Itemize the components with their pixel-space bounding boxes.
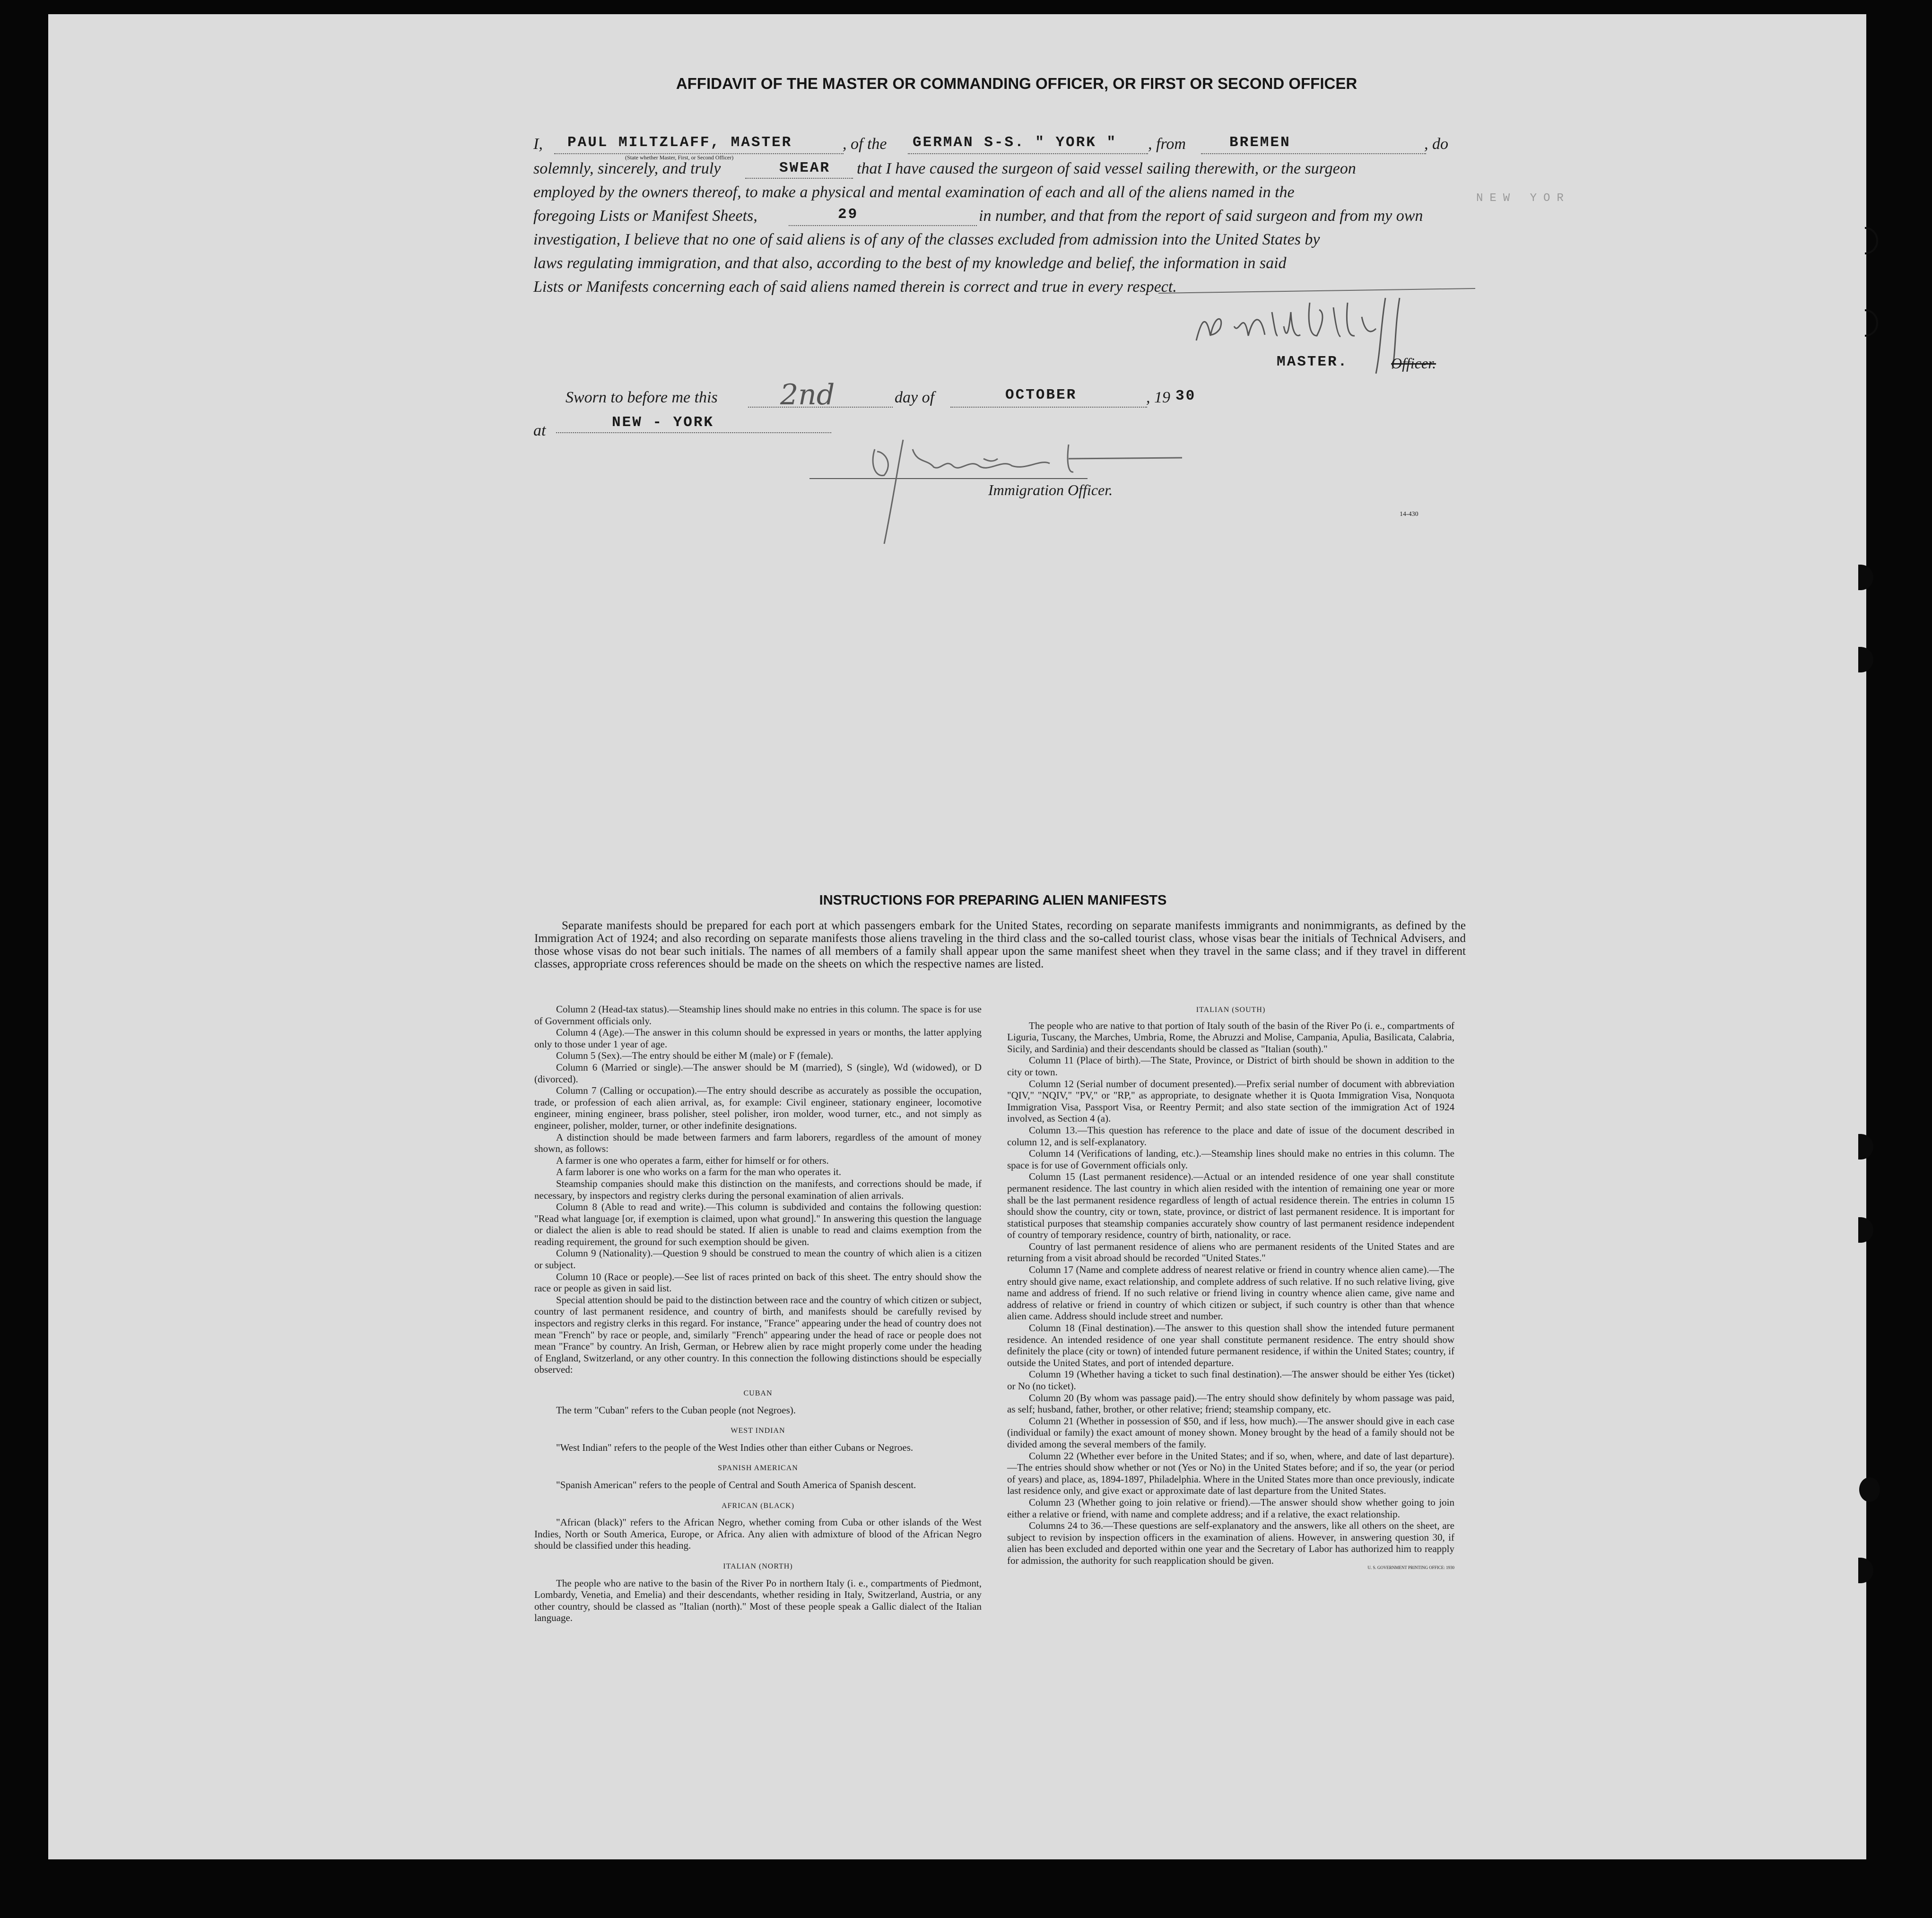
- right-col-para: The people who are native to that portion of Italy south of the basin of the River Po (i. e., compartments of Liguria, Tuscany, the Marches, Umbria, Rome, the Abruzzi and Molise, Campania, Apulia, Basilicata, Calabria, Sicily, and Sardinia) and their descendants should be classed as "Italian (south).": [1007, 1020, 1454, 1055]
- immigration-officer-label: Immigration Officer.: [988, 481, 1113, 498]
- affidavit-do: , do: [1424, 135, 1448, 153]
- spanish-american-text: "Spanish American" refers to the people of Central and South America of Spanish descent.: [556, 1479, 916, 1491]
- left-col-para: Column 7 (Calling or occupation).—The entry should describe as accurately as possible the occupation, trade, or profession of each alien arrival, as, for example: Civil engineer, stationary engineer, locomotive engineer, mining engineer, brass polisher, steel polisher, iron molder, wood turner, etc., and not simply as engineer, polisher, molder, turner, or other indefinite designations.: [534, 1085, 982, 1131]
- left-col-para: A distinction should be made between farmers and farm laborers, regardless of the amount of money shown, as follows:: [534, 1131, 982, 1155]
- left-col-para: Column 9 (Nationality).—Question 9 should be construed to mean the country of which alien is a citizen or subject.: [534, 1247, 982, 1271]
- right-col-para: Column 13.—This question has reference to the place and date of issue of the document described in column 12, and is self-explanatory.: [1007, 1124, 1454, 1148]
- right-col-para: Column 12 (Serial number of document presented).—Prefix serial number of document with abbreviation "QIV," "NQIV," "PV," or "RP," as appropriate, to designate whether it is Quota Immigration Visa, Nonquota Immigration Visa, Passport Visa, or Reentry Permit; and also state section of the immigration Act of 1924 involved, as Section 4 (a).: [1007, 1078, 1454, 1125]
- left-col-para: Column 5 (Sex).—The entry should be either M (male) or F (female).: [556, 1050, 834, 1062]
- left-col-para: Column 4 (Age).—The answer in this column should be expressed in years or months, the latter applying only to those under 1 year of age.: [534, 1027, 982, 1050]
- punch-hole: [1858, 647, 1873, 672]
- right-col-para: Column 23 (Whether going to join relative or friend).—The answer should show whether going to join either a relative or friend, with name and complete address; and if a relative, the exact relationship.: [1007, 1496, 1454, 1520]
- west-indian-text: "West Indian" refers to the people of the West Indies other than either Cubans or Negroes.: [556, 1441, 914, 1453]
- affidavit-line-2b: that I have caused the surgeon of said vessel sailing therewith, or the surgeon: [857, 160, 1356, 177]
- right-col-para: Column 20 (By whom was passage paid).—The entry should show definitely by whom passage was paid, as self; husband, father, brother, or other relative; friend; steamship company, etc.: [1007, 1392, 1454, 1415]
- manifest-sheet-count: 29: [838, 206, 859, 223]
- left-col-para: A farmer is one who operates a farm, either for himself or for others.: [556, 1154, 829, 1166]
- bleed-through-text: NEW YOR: [1476, 192, 1570, 205]
- signer-title-master: MASTER.: [1277, 354, 1349, 370]
- cuban-heading: CUBAN: [743, 1389, 773, 1397]
- punch-hole: [1859, 1477, 1880, 1502]
- cuban-text: The term "Cuban" refers to the Cuban people (not Negroes).: [556, 1404, 796, 1416]
- port-of-embarkation: BREMEN: [1229, 134, 1291, 151]
- right-col-para: Column 14 (Verifications of landing, etc.).—Steamship lines should make no entries in this column. The space is for use of Government officials only.: [1007, 1148, 1454, 1171]
- affidavit-line-7: Lists or Manifests concerning each of said aliens named therein is correct and true in every respect.: [533, 278, 1177, 296]
- punch-hole: [1865, 227, 1878, 254]
- punch-hole: [1865, 309, 1878, 337]
- punch-hole: [1858, 1217, 1873, 1243]
- instructions-title: INSTRUCTIONS FOR PREPARING ALIEN MANIFESTS: [819, 893, 1167, 908]
- sworn-place: NEW - YORK: [612, 414, 714, 431]
- affidavit-title: AFFIDAVIT OF THE MASTER OR COMMANDING OFFICER, OR FIRST OR SECOND OFFICER: [676, 75, 1358, 92]
- affidavit-line-4b: in number, and that from the report of said surgeon and from my own: [979, 207, 1423, 225]
- italian-north-text: The people who are native to the basin of the River Po in northern Italy (i. e., compartments of Piedmont, Lombardy, Venetia, and Emelia) and their descendants, whether residing in Italy, Switzerland, Austria, or any other country, should be classed as "Italian (north)." Most of these people speak a Gallic dialect of the Italian language.: [534, 1577, 982, 1624]
- african-heading: AFRICAN (BLACK): [721, 1501, 795, 1510]
- affidavit-from: , from: [1148, 135, 1186, 153]
- affiant-name: PAUL MILTZLAFF, MASTER: [567, 134, 792, 151]
- spanish-american-heading: SPANISH AMERICAN: [718, 1464, 798, 1473]
- right-col-para: Column 15 (Last permanent residence).—Actual or an intended residence of one year shall constitute permanent residence. The last country in which alien resided with the intention of remaining one year or more shall be the last permanent residence regardless of length of actual residence therein. The entries in column 15 should show the country, city or town, state, province, or district of last permanent residence. It is important for statistical purposes that steamship companies accurately show country of last permanent residence independent of country of temporary residence, country of birth, nationality, or race.: [1007, 1171, 1454, 1241]
- left-col-para: Column 8 (Able to read and write).—This column is subdivided and contains the following question: "Read what language [or, if exemption is claimed, upon what ground]." In answering this question the language or dialect the alien is able to read should be stated. If alien is unable to read and claims exemption from the reading requirement, the ground for such exemption should be given.: [534, 1201, 982, 1247]
- signer-title-officer-struck: Officer.: [1391, 355, 1436, 372]
- sworn-day: 2nd: [780, 378, 835, 411]
- right-col-para: Column 17 (Name and complete address of nearest relative or friend in country whence alien came).—The entry should give name, exact relationship, and complete address of such relative. If no such relative living, give name and address of friend. If no such relative or friend living in country whence alien came, give name and address of relative or friend in country of which citizen or subject, if such country is other than that whence alien came. Address should include street and number.: [1007, 1264, 1454, 1322]
- state-note: (State whether Master, First, or Second Officer): [625, 154, 734, 161]
- year-prefix: , 19: [1146, 389, 1170, 406]
- vessel-name: GERMAN S-S. " YORK ": [913, 134, 1117, 151]
- affidavit-line-6: laws regulating immigration, and that also, according to the best of my knowledge and belief, the information in said: [533, 254, 1287, 272]
- sworn-label: Sworn to before me this: [566, 389, 718, 406]
- sworn-year: 30: [1175, 388, 1196, 404]
- right-col-para: Column 11 (Place of birth).—The State, Province, or District of birth should be shown in addition to the city or town.: [1007, 1055, 1454, 1078]
- edge-mark: [61, 184, 94, 195]
- affidavit-line-2a: solemnly, sincerely, and truly: [533, 160, 721, 177]
- printing-office-imprint: U. S. GOVERNMENT PRINTING OFFICE: 1930: [1367, 1565, 1454, 1570]
- italian-north-heading: ITALIAN (NORTH): [723, 1562, 793, 1570]
- right-col-para: Column 21 (Whether in possession of $50, and if less, how much).—The answer should give in each case (individual or family) the exact amount of money shown. Money brought by the head of a family should not be divided among the several members of the family.: [1007, 1415, 1454, 1450]
- affidavit-line-4a: foregoing Lists or Manifest Sheets,: [533, 207, 757, 225]
- affidavit-of-the: , of the: [843, 135, 887, 153]
- right-col-para: Column 19 (Whether having a ticket to such final destination).—The answer should be either Yes (ticket) or No (no ticket).: [1007, 1369, 1454, 1392]
- instructions-right-column: [1007, 1004, 1454, 1573]
- left-col-para: Column 10 (Race or people).—See list of races printed on back of this sheet. The entry should show the race or people as given in said list.: [534, 1271, 982, 1294]
- left-col-para: Column 6 (Married or single).—The answer should be M (married), S (single), Wd (widowed), or D (divorced).: [534, 1061, 982, 1085]
- day-of-label: day of: [895, 389, 935, 406]
- west-indian-heading: WEST INDIAN: [731, 1427, 785, 1435]
- left-col-para: Column 2 (Head-tax status).—Steamship lines should make no entries in this column. The space is for use of Government officials only.: [534, 1003, 982, 1027]
- affidavit-line-3: employed by the owners thereof, to make a physical and mental examination of each and all of the aliens named in the: [533, 183, 1295, 201]
- punch-hole: [1858, 1134, 1873, 1160]
- punch-hole: [1858, 565, 1873, 590]
- instructions-intro: Separate manifests should be prepared for each port at which passengers embark for the United States, recording on separate manifests immigrants and nonimmigrants, as defined by the Immigration Act of 1924; and also recording on separate manifests those aliens traveling in the third class and the so-called tourist class, whose visas bear the initials of Technical Advisers, and those whose visas do not bear such initials. The names of all members of a family shall appear upon the same manifest sheet when they travel in the same class; and if they travel in different classes, appropriate cross references should be made on the sheets on which the respective names are listed.: [534, 919, 1466, 970]
- sworn-month: OCTOBER: [1005, 387, 1077, 403]
- right-col-para: Columns 24 to 36.—These questions are self-explanatory and the answers, like all others on the sheet, are subject to revision by inspection officers in the examination of aliens. However, in answering question 30, if alien has been excluded and deported within one year and the Secretary of Labor has authorized him to reapply for admission, the authority for such reapplication should be given.: [1007, 1520, 1454, 1566]
- african-text: "African (black)" refers to the African Negro, whether coming from Cuba or other islands of the West Indies, North or South America, Europe, or Africa. Any alien with admixture of blood of the African Negro should be classified under this heading.: [534, 1517, 982, 1552]
- oath-word: SWEAR: [779, 160, 831, 176]
- left-col-para: A farm laborer is one who works on a farm for the man who operates it.: [556, 1166, 841, 1178]
- right-col-para: Country of last permanent residence of aliens who are permanent residents of the United States and are returning from a visit abroad should be recorded "United States.": [1007, 1240, 1454, 1264]
- affidavit-line-5: investigation, I believe that no one of said aliens is of any of the classes excluded from admission into the United States by: [533, 231, 1320, 248]
- form-number: 14-430: [1400, 511, 1419, 518]
- right-col-para: Column 22 (Whether ever before in the United States; and if so, when, where, and date of last departure).—The entries should show whether or not (Yes or No) in the United States before; and if so, the year (or period of years) and place, as, 1894-1897, Philadelphia. Where in the United States more than once previously, indicate last residence only, and give exact or approximate date of last departure from the United States.: [1007, 1450, 1454, 1497]
- left-col-para: Special attention should be paid to the distinction between race and the country of which citizen or subject, country of last permanent residence, and country of birth, and manifests should be carefully revised by inspectors and registry clerks in this regard. For instance, "France" appearing under the head of country does not mean "French" by race or people, and, similarly "French" appearing under the head of race or people does not mean "France" by country. An Irish, German, or Hebrew alien by race might properly come under the heading of England, Switzerland, or any other country. In this connection the following distinctions should be especially observed:: [534, 1294, 982, 1376]
- instructions-left-column: [534, 1003, 982, 1624]
- right-col-para: Column 18 (Final destination).—The answer to this question shall show the intended future permanent residence. An intended residence of one year shall constitute permanent residence. The entry should show definitely the place (city or town) of intended future permanent residence, if within the United States; country, if outside the United States, and port of intended departure.: [1007, 1322, 1454, 1369]
- affidavit-i: I,: [533, 135, 543, 153]
- at-label: at: [533, 422, 546, 439]
- italian-south-heading: ITALIAN (SOUTH): [1196, 1006, 1266, 1014]
- punch-hole: [1858, 1558, 1873, 1583]
- left-col-para: Steamship companies should make this distinction on the manifests, and corrections should be made, if necessary, by inspectors and registry clerks during the personal examination of alien arrivals.: [534, 1177, 982, 1201]
